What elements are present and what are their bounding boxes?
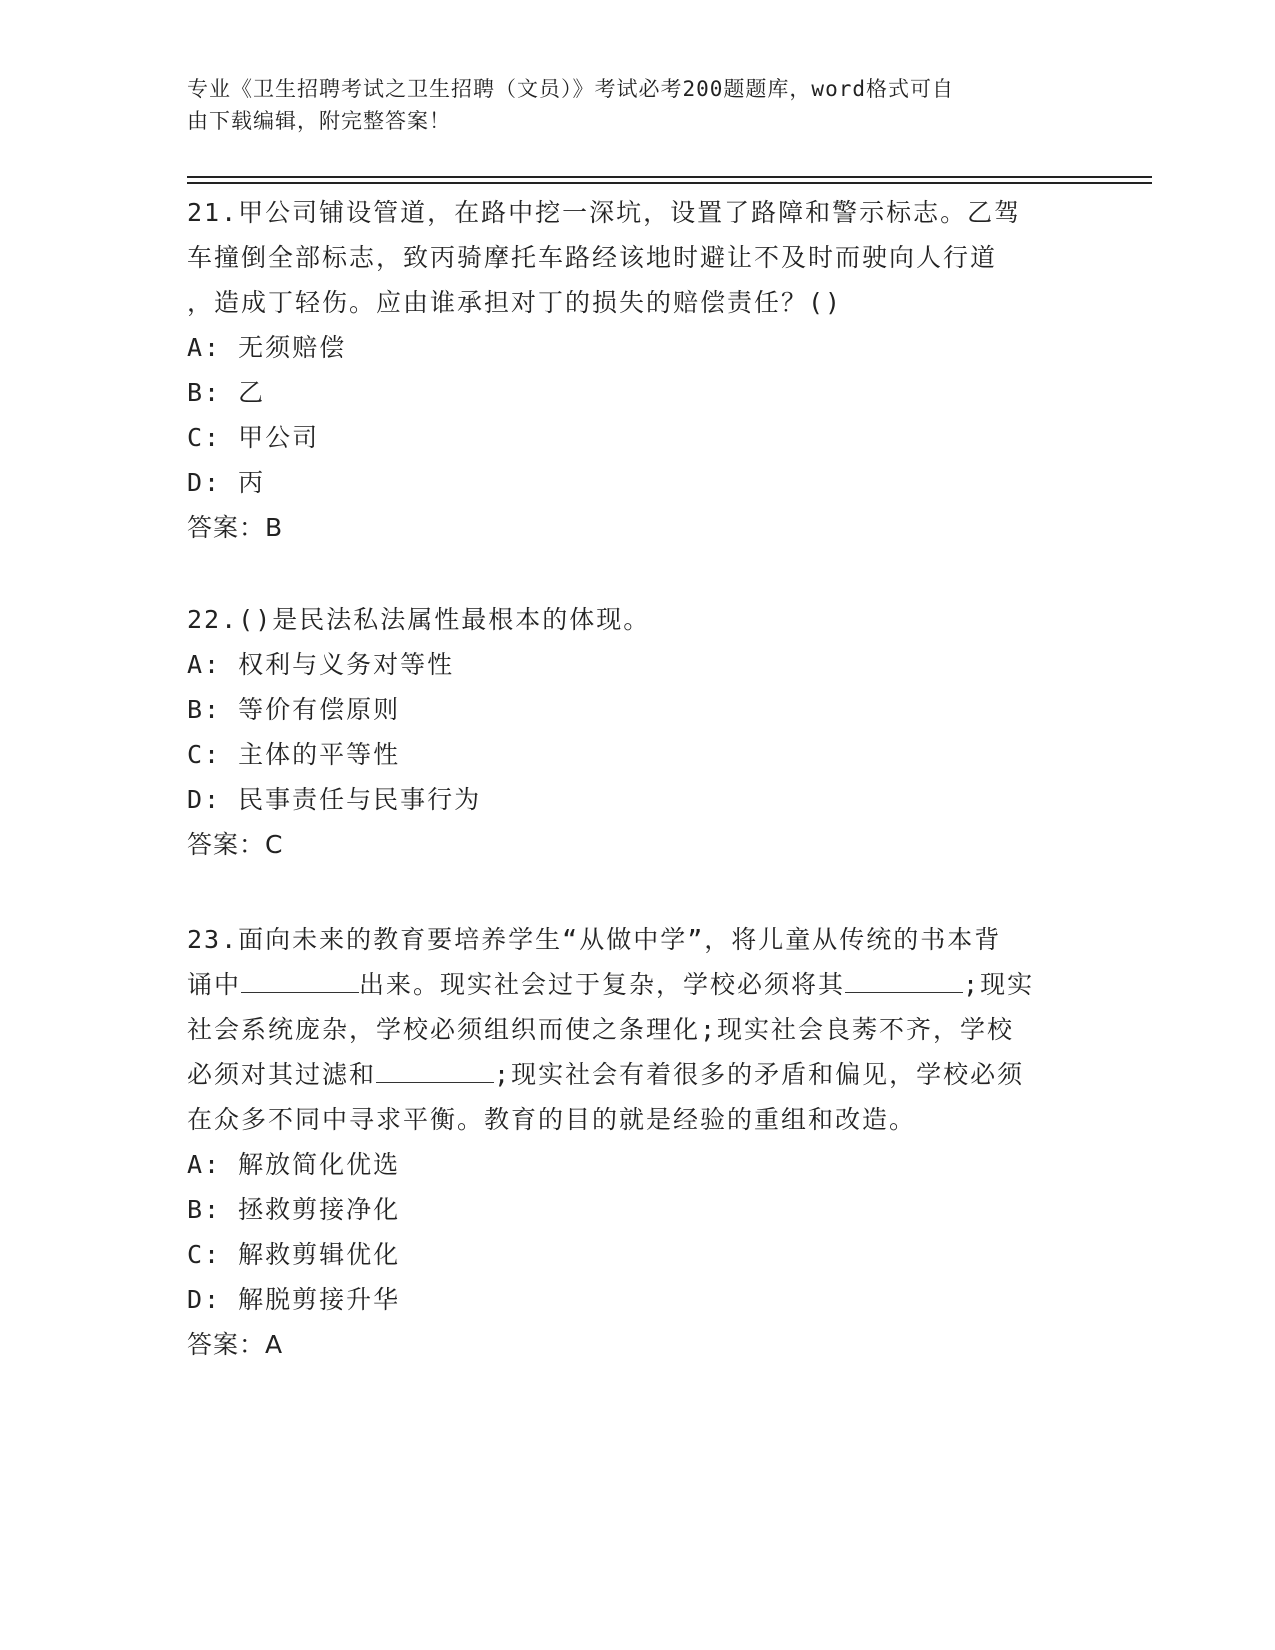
- document-header: [187, 73, 1067, 137]
- option-b: B: 乙: [187, 378, 266, 407]
- question-block: [187, 597, 1087, 868]
- header-line: 由下载编辑，附完整答案！: [187, 109, 451, 133]
- option-a: A: 解放简化优选: [187, 1150, 401, 1179]
- question-line: ，造成丁轻伤。应由谁承担对丁的损失的赔偿责任？(): [187, 288, 843, 317]
- question-segment: 诵中: [187, 970, 242, 999]
- header-divider: [187, 176, 1152, 178]
- question-line: 23.面向未来的教育要培养学生“从做中学”，将儿童从传统的书本背: [187, 925, 1002, 954]
- option-c: C: 主体的平等性: [187, 740, 401, 769]
- header-line: 专业《卫生招聘考试之卫生招聘（文员）》考试必考200题题库，word格式可自: [187, 77, 954, 101]
- question-line: 21.甲公司铺设管道，在路中挖一深坑，设置了路障和警示标志。乙驾: [187, 198, 1022, 227]
- option-d: D: 民事责任与民事行为: [187, 785, 482, 814]
- question-line: [187, 1052, 1087, 1097]
- header-divider: [187, 182, 1152, 184]
- answer-label: 答案：A: [187, 1330, 284, 1359]
- question-segment: ;现实社会有着很多的矛盾和偏见，学校必须: [494, 1060, 1025, 1089]
- question-text: [187, 917, 1087, 1142]
- option-b: B: 等价有偿原则: [187, 695, 401, 724]
- question-text: [187, 597, 1087, 642]
- question-line: 22.()是民法私法属性最根本的体现。: [187, 605, 651, 634]
- option-a: A: 无须赔偿: [187, 333, 347, 362]
- question-text: [187, 190, 1087, 325]
- question-line: [187, 962, 1087, 1007]
- fill-blank: [845, 970, 963, 993]
- answer-label: 答案：B: [187, 513, 284, 542]
- question-line: 车撞倒全部标志，致丙骑摩托车路经该地时避让不及时而驶向人行道: [187, 243, 998, 272]
- question-block: [187, 917, 1087, 1368]
- question-segment: 必须对其过滤和: [187, 1060, 377, 1089]
- option-a: A: 权利与义务对等性: [187, 650, 455, 679]
- question-line: 在众多不同中寻求平衡。教育的目的就是经验的重组和改造。: [187, 1105, 917, 1134]
- fill-blank: [241, 970, 359, 993]
- option-d: D: 丙: [187, 468, 266, 497]
- question-line: 社会系统庞杂，学校必须组织而使之条理化;现实社会良莠不齐，学校: [187, 1015, 1015, 1044]
- option-d: D: 解脱剪接升华: [187, 1285, 401, 1314]
- option-b: B: 拯救剪接净化: [187, 1195, 401, 1224]
- question-block: [187, 190, 1087, 551]
- option-c: C: 解救剪辑优化: [187, 1240, 401, 1269]
- answer-label: 答案：C: [187, 830, 284, 859]
- fill-blank: [376, 1060, 494, 1083]
- option-c: C: 甲公司: [187, 423, 320, 452]
- question-segment: ;现实: [963, 970, 1035, 999]
- question-segment: 出来。现实社会过于复杂，学校必须将其: [359, 970, 846, 999]
